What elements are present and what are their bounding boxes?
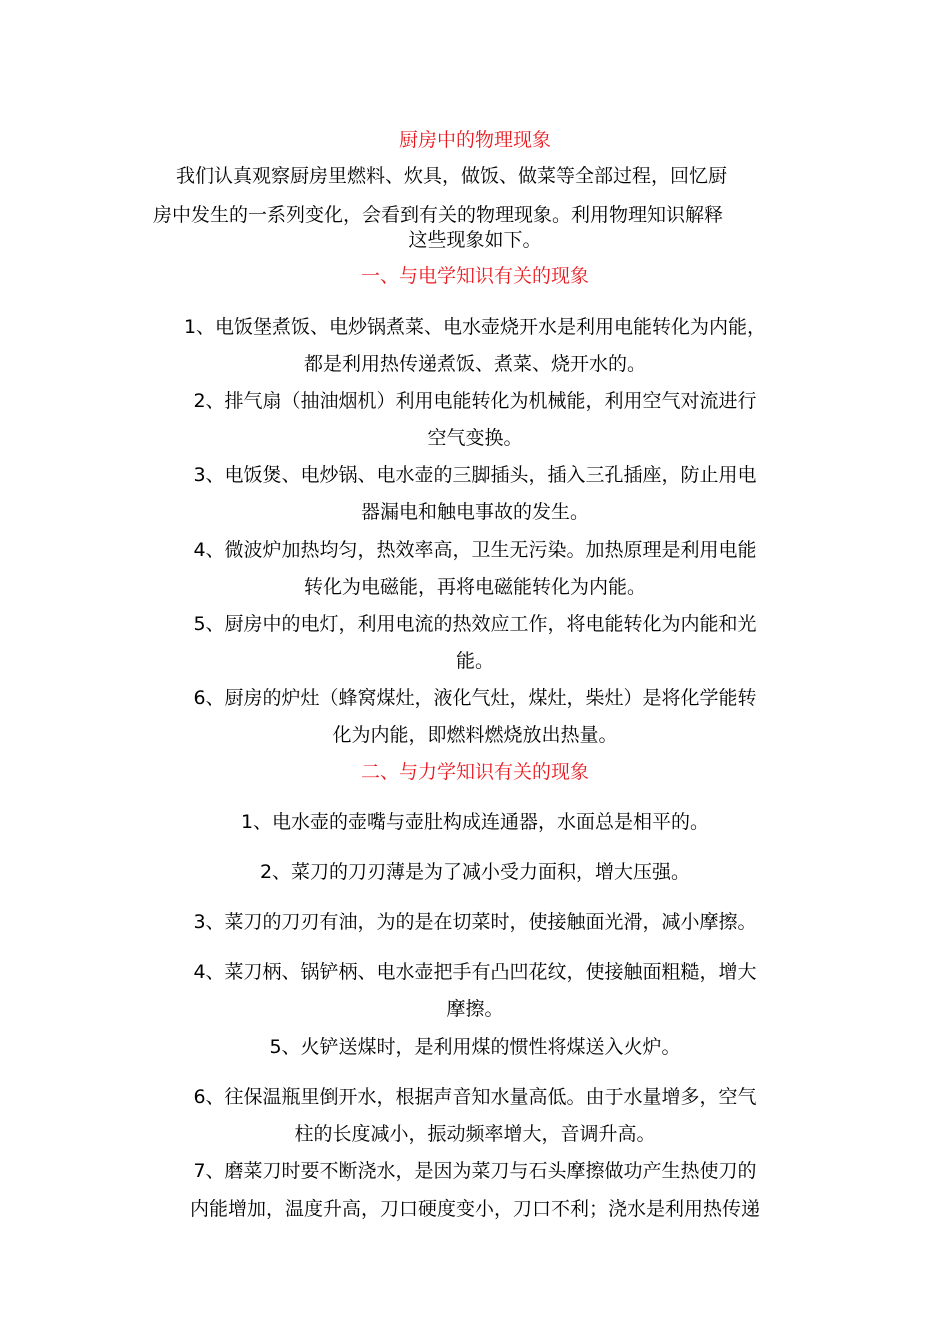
list-item-line: 5、厨房中的电灯，利用电流的热效应工作，将电能转化为内能和光 xyxy=(193,613,757,635)
list-item-line: 都是利用热传递煮饭、煮菜、烧开水的。 xyxy=(303,353,646,375)
list-item-line: 摩擦。 xyxy=(446,998,504,1020)
list-item-line: 1、电水壶的壶嘴与壶肚构成连通器，水面总是相平的。 xyxy=(240,811,710,833)
intro-line: 房中发生的一系列变化，会看到有关的物理现象。利用物理知识解释 xyxy=(153,204,724,226)
section-heading: 二、与力学知识有关的现象 xyxy=(360,761,589,783)
list-item-line: 7、磨菜刀时要不断浇水，是因为菜刀与石头摩擦做功产生热使刀的 xyxy=(193,1160,757,1182)
list-item-line: 3、菜刀的刀刃有油，为的是在切菜时，使接触面光滑，减小摩擦。 xyxy=(193,911,757,933)
list-item-line: 5、火铲送煤时，是利用煤的惯性将煤送入火炉。 xyxy=(269,1036,681,1058)
page-title: 厨房中的物理现象 xyxy=(398,129,551,151)
list-item-line: 2、菜刀的刀刃薄是为了减小受力面积，增大压强。 xyxy=(259,861,691,883)
section-heading: 一、与电学知识有关的现象 xyxy=(360,265,589,287)
list-item-line: 化为内能，即燃料燃烧放出热量。 xyxy=(332,724,618,746)
list-item-line: 1、电饭堡煮饭、电炒锅煮菜、电水壶烧开水是利用电能转化为内能， xyxy=(183,316,767,338)
intro-line: 这些现象如下。 xyxy=(408,229,542,251)
list-item-line: 4、菜刀柄、锅铲柄、电水壶把手有凸凹花纹，使接触面粗糙，增大 xyxy=(193,961,757,983)
list-item-line: 柱的长度减小，振动频率增大，音调升高。 xyxy=(294,1123,656,1145)
intro-line: 我们认真观察厨房里燃料、炊具，做饭、做菜等全部过程，回忆厨 xyxy=(176,165,728,187)
list-item-line: 能。 xyxy=(455,650,494,672)
list-item-line: 空气变换。 xyxy=(427,427,523,449)
list-item-line: 3、电饭煲、电炒锅、电水壶的三脚插头，插入三孔插座，防止用电 xyxy=(193,464,757,486)
list-item-line: 转化为电磁能，再将电磁能转化为内能。 xyxy=(303,576,646,598)
list-item-line: 6、往保温瓶里倒开水，根据声音知水量高低。由于水量增多，空气 xyxy=(193,1086,757,1108)
list-item-line: 内能增加，温度升高，刀口硬度变小，刀口不利；浇水是利用热传递 xyxy=(189,1198,760,1220)
list-item-line: 4、微波炉加热均匀，热效率高，卫生无污染。加热原理是利用电能 xyxy=(193,539,757,561)
list-item-line: 器漏电和触电事故的发生。 xyxy=(360,501,589,523)
list-item-line: 2、排气扇（抽油烟机）利用电能转化为机械能，利用空气对流进行 xyxy=(193,390,757,412)
list-item-line: 6、厨房的炉灶（蜂窝煤灶，液化气灶，煤灶，柴灶）是将化学能转 xyxy=(193,687,757,709)
